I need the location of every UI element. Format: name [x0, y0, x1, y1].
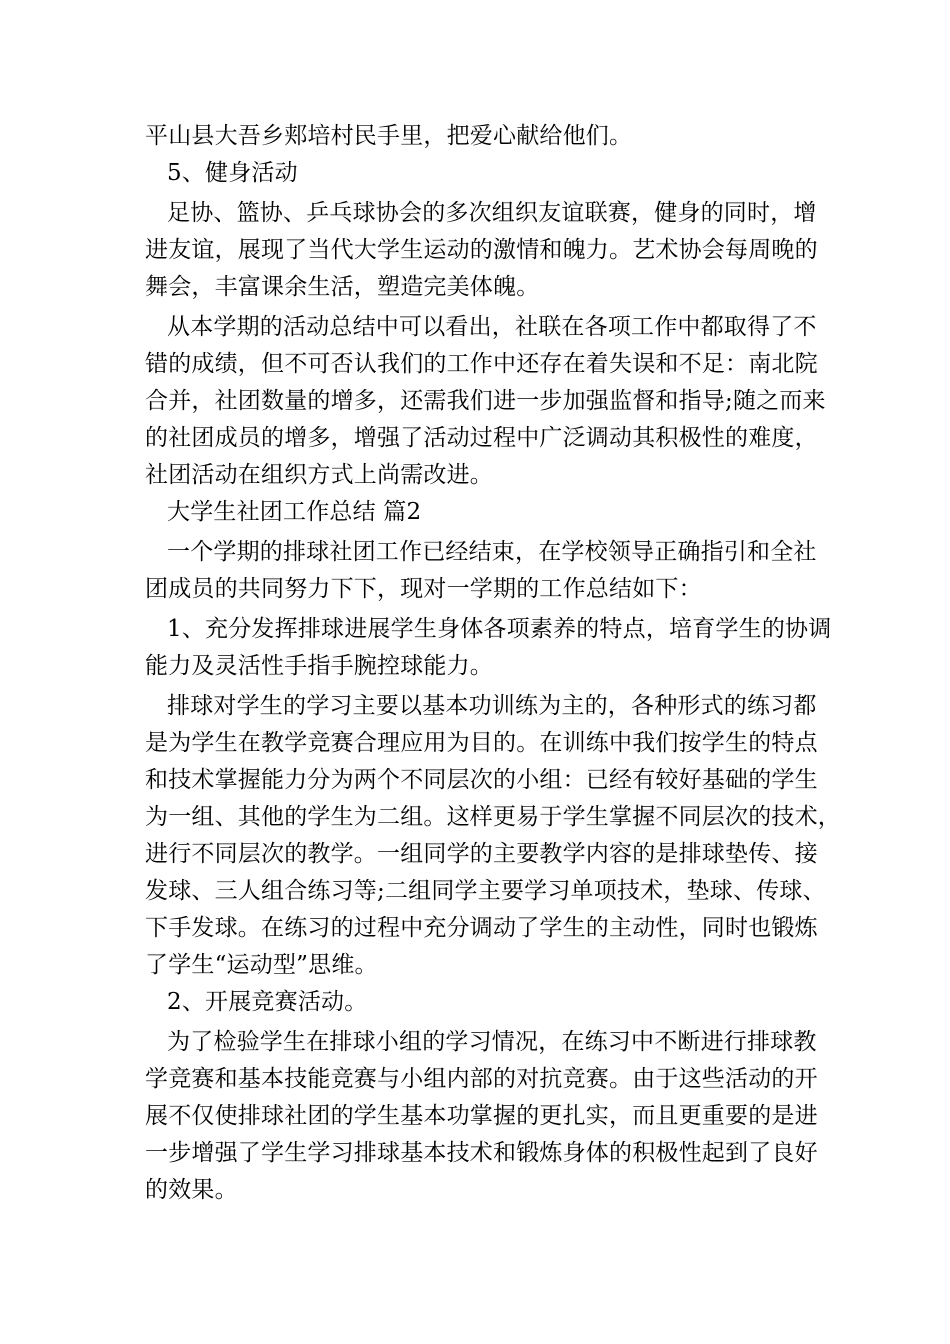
text-line: 能力及灵活性手指手腕控球能力。	[145, 653, 493, 679]
text-line: 进行不同层次的教学。一组同学的主要教学内容的是排球垫传、接	[145, 841, 818, 867]
text-line: 一步增强了学生学习排球基本技术和锻炼身体的积极性起到了良好	[145, 1140, 818, 1166]
text-line: 足协、篮协、乒乓球协会的多次组织友谊联赛，健身的同时，增	[167, 200, 817, 226]
text-line: 平山县大吾乡郏培村民手里，把爱心献给他们。	[145, 123, 633, 149]
document-page	[145, 118, 841, 1209]
text-line: 1、充分发挥排球进展学生身体各项素养的特点，培育学生的协调	[167, 616, 832, 642]
text-line: 了学生“运动型”思维。	[145, 952, 378, 978]
text-line: 的效果。	[145, 1177, 238, 1203]
text-line: 和技术掌握能力分为两个不同层次的小组：已经有较好基础的学生	[145, 767, 818, 793]
section-heading: 2、开展竞赛活动。	[167, 989, 368, 1015]
text-line: 展不仅使排球社团的学生基本功掌握的更扎实，而且更重要的是进	[145, 1103, 818, 1129]
text-line: 为一组、其他的学生为二组。这样更易于学生掌握不同层次的技术，	[145, 804, 841, 830]
text-line: 舞会，丰富课余生活，塑造完美体魄。	[145, 274, 540, 300]
text-line: 进友谊，展现了当代大学生运动的激情和魄力。艺术协会每周晚的	[145, 237, 818, 263]
section-title: 大学生社团工作总结 篇2	[167, 499, 422, 525]
text-line: 团成员的共同努力下下，现对一学期的工作总结如下：	[145, 576, 702, 602]
text-line: 从本学期的活动总结中可以看出，社联在各项工作中都取得了不	[167, 314, 817, 340]
text-line: 合并，社团数量的增多，还需我们进一步加强监督和指导;随之而来	[145, 388, 826, 414]
text-line: 排球对学生的学习主要以基本功训练为主的，各种形式的练习都	[167, 693, 817, 719]
section-heading: 5、健身活动	[167, 160, 298, 186]
text-line: 是为学生在教学竞赛合理应用为目的。在训练中我们按学生的特点	[145, 730, 818, 756]
text-line: 的社团成员的增多，增强了活动过程中广泛调动其积极性的难度，	[145, 425, 818, 451]
text-line: 社团活动在组织方式上尚需改进。	[145, 462, 493, 488]
text-line: 为了检验学生在排球小组的学习情况，在练习中不断进行排球教	[167, 1029, 817, 1055]
text-line: 一个学期的排球社团工作已经结束，在学校领导正确指引和全社	[167, 539, 817, 565]
text-line: 错的成绩，但不可否认我们的工作中还存在着失误和不足：南北院	[145, 351, 818, 377]
text-line: 发球、三人组合练习等;二组同学主要学习单项技术，垫球、传球、	[145, 878, 826, 904]
text-line: 学竞赛和基本技能竞赛与小组内部的对抗竞赛。由于这些活动的开	[145, 1066, 818, 1092]
text-line: 下手发球。在练习的过程中充分调动了学生的主动性，同时也锻炼	[145, 915, 818, 941]
